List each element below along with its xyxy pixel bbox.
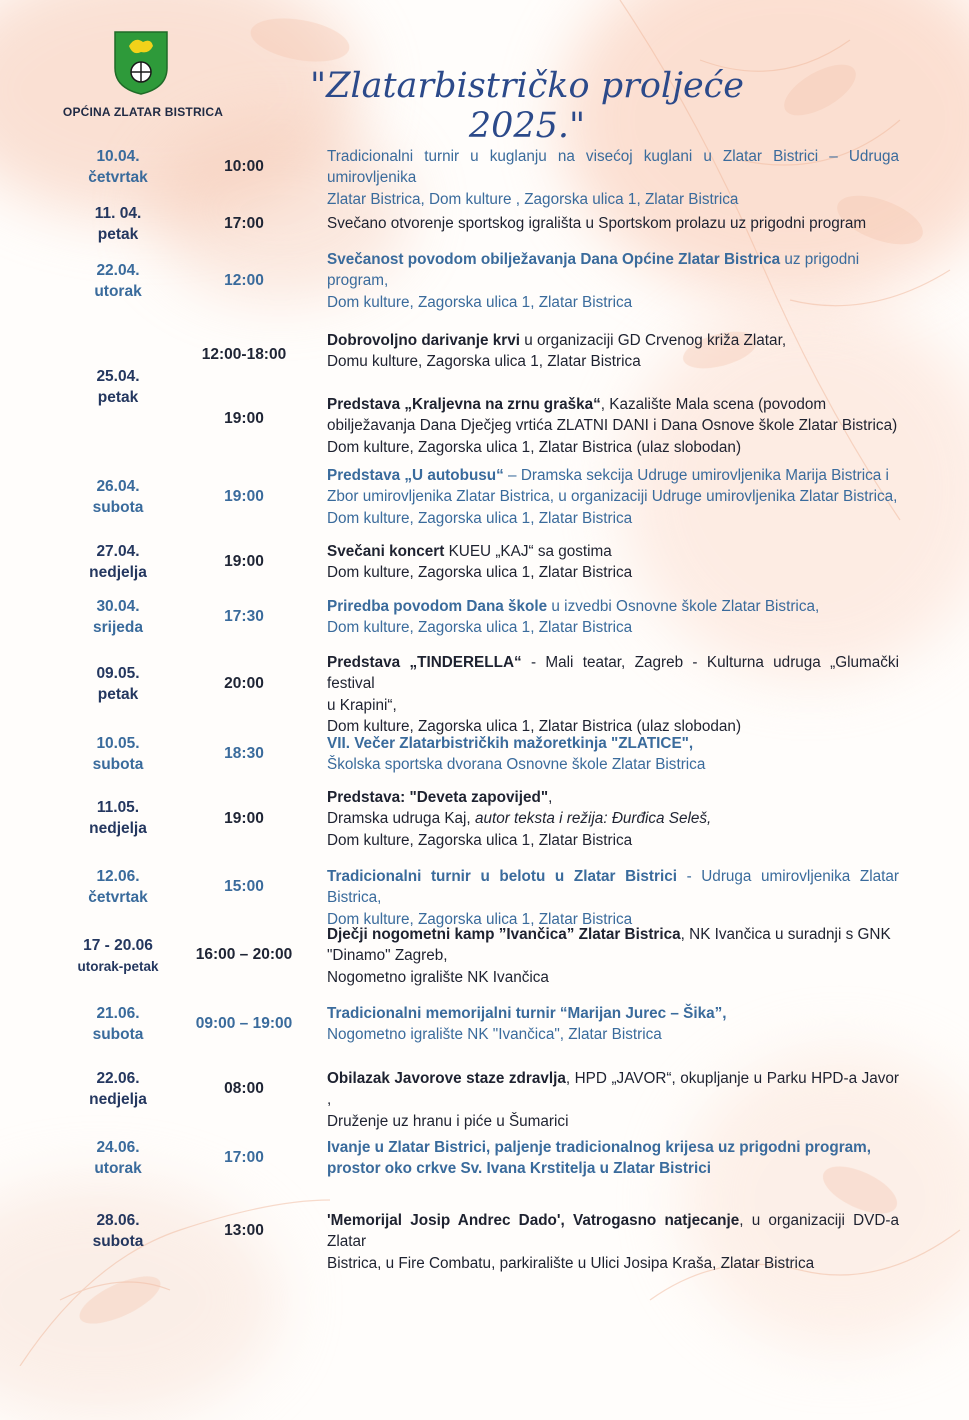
event-description: Dječji nogometni kamp ”Ivančica” Zlatar Bistrica, NK Ivančica u suradnji s GNK "Dinamo" Zagreb, Nogometno igralište NK Ivančica (327, 926, 891, 986)
event-date: 28.06. subota (92, 1212, 144, 1250)
event-time: 17:00 (224, 215, 264, 232)
event-date: 10.04. četvrtak (88, 148, 148, 186)
event-description: Svečanost povodom obilježavanja Dana Općine Zlatar Bistrica uz prigodni program, Dom kulture, Zagorska ulica 1, Zlatar Bistrica (327, 251, 860, 311)
event-time: 19:00 (224, 410, 264, 427)
event-description: Tradicionalni turnir u belotu u Zlatar Bistrici - Udruga umirovljenika Zlatar Bistrica, Dom kulture, Zagorska ulica 1, Zlatar Bistrica (327, 868, 899, 928)
event-time: 08:00 (224, 1080, 264, 1097)
event-date: 25.04. petak (96, 368, 140, 406)
event-time: 12:00 (224, 272, 264, 289)
event-date: 09.05. petak (96, 665, 140, 703)
event-description: Predstava: "Deveta zapovijed", Dramska udruga Kaj, autor teksta i režija: Đurđica Seleš, Dom kulture, Zagorska ulica 1, Zlatar Bistrica (327, 789, 712, 849)
event-date: 12.06. četvrtak (88, 868, 148, 906)
event-description: Dobrovoljno darivanje krvi u organizaciji GD Crvenog križa Zlatar, Domu kulture, Zagorska ulica 1, Zlatar Bistrica (327, 332, 787, 371)
event-date: 30.04. srijeda (93, 598, 143, 636)
event-date: 11.05. nedjelja (89, 799, 147, 837)
event-date: 11. 04. petak (94, 205, 142, 243)
page-title: "Zlatarbistričko proljeće 2025." (310, 66, 744, 146)
event-date: 27.04. nedjelja (89, 543, 147, 581)
event-date: 21.06. subota (92, 1005, 144, 1043)
event-description: VII. Večer Zlatarbistričkih mažoretkinja "ZLATICE", Školska sportska dvorana Osnovne škole Zlatar Bistrica (327, 735, 706, 774)
event-time: 18:30 (224, 745, 264, 762)
event-time: 16:00 – 20:00 (195, 946, 293, 963)
municipality-coat-of-arms-icon (113, 30, 169, 96)
event-description: Svečani koncert KUEU „KAJ“ sa gostima Dom kulture, Zagorska ulica 1, Zlatar Bistrica (327, 543, 633, 582)
event-time: 13:00 (224, 1222, 264, 1239)
event-date: 24.06. utorak (94, 1139, 142, 1177)
event-description: Predstava „U autobusu“ – Dramska sekcija Udruge umirovljenika Marija Bistrica i Zbor umirovljenika Zlatar Bistrica, u organizaciji Udruge umirovljenika Zlatar Bistrica, Dom kulture, Zagorska ulica 1, Zlatar Bistrica (327, 467, 898, 527)
event-date: 22.04. utorak (94, 262, 142, 300)
event-date: 10.05. subota (92, 735, 144, 773)
event-time: 19:00 (224, 553, 264, 570)
event-description: Priredba povodom Dana škole u izvedbi Osnovne škole Zlatar Bistrica, Dom kulture, Zagorska ulica 1, Zlatar Bistrica (327, 598, 820, 637)
event-description: Ivanje u Zlatar Bistrici, paljenje tradicionalnog krijesa uz prigodni program, prostor oko crkve Sv. Ivana Krstitelja u Zlatar Bistrici (327, 1139, 872, 1178)
event-description: Tradicionalni memorijalni turnir “Marijan Jurec – Šika”, Nogometno igralište NK "Ivančica", Zlatar Bistrica (327, 1005, 727, 1044)
event-description: Obilazak Javorove staze zdravlja, HPD „JAVOR“, okupljanje u Parku HPD-a Javor , Druženje uz hranu i piće u Šumarici (327, 1070, 899, 1130)
event-date: 26.04. subota (92, 478, 144, 516)
organization-name: OPĆINA ZLATAR BISTRICA (62, 105, 224, 119)
event-date: 22.06. nedjelja (89, 1070, 147, 1108)
event-time: 20:00 (224, 675, 264, 692)
event-time: 19:00 (224, 810, 264, 827)
event-time: 17:00 (224, 1149, 264, 1166)
event-description: Predstava „TINDERELLA“ - Mali teatar, Zagreb - Kulturna udruga „Glumački festival u Krapini“, Dom kulture, Zagorska ulica 1, Zlatar Bistrica (ulaz slobodan) (327, 654, 899, 735)
event-description: Tradicionalni turnir u kuglanju na visećoj kuglani u Zlatar Bistrici – Udruga umirovljenika Zlatar Bistrica, Dom kulture , Zagorska ulica 1, Zlatar Bistrica (327, 148, 899, 208)
event-time: 09:00 – 19:00 (195, 1015, 293, 1032)
event-time: 12:00-18:00 (201, 346, 287, 363)
event-description: Predstava „Kraljevna na zrnu graška“, Kazalište Mala scena (povodom obilježavanja Dana Dječjeg vrtića ZLATNI DANI i Dana Osnove škole Zlatar Bistrica) Dom kulture, Zagorska ulica 1, Zlatar Bistrica (ulaz slobodan) (327, 396, 898, 456)
event-date: 17 - 20.06 utorak-petak (77, 937, 159, 974)
event-description: 'Memorijal Josip Andrec Dado', Vatrogasno natjecanje, u organizaciji DVD-a Zlatar Bistrica, u Fire Combatu, parkiralište u Ulici Josipa Kraša, Zlatar Bistrica (327, 1212, 899, 1272)
event-time: 15:00 (224, 878, 264, 895)
event-time: 19:00 (224, 488, 264, 505)
event-time: 10:00 (224, 158, 264, 175)
event-description: Svečano otvorenje sportskog igrališta u Sportskom prolazu uz prigodni program (327, 215, 867, 232)
event-time: 17:30 (224, 608, 264, 625)
